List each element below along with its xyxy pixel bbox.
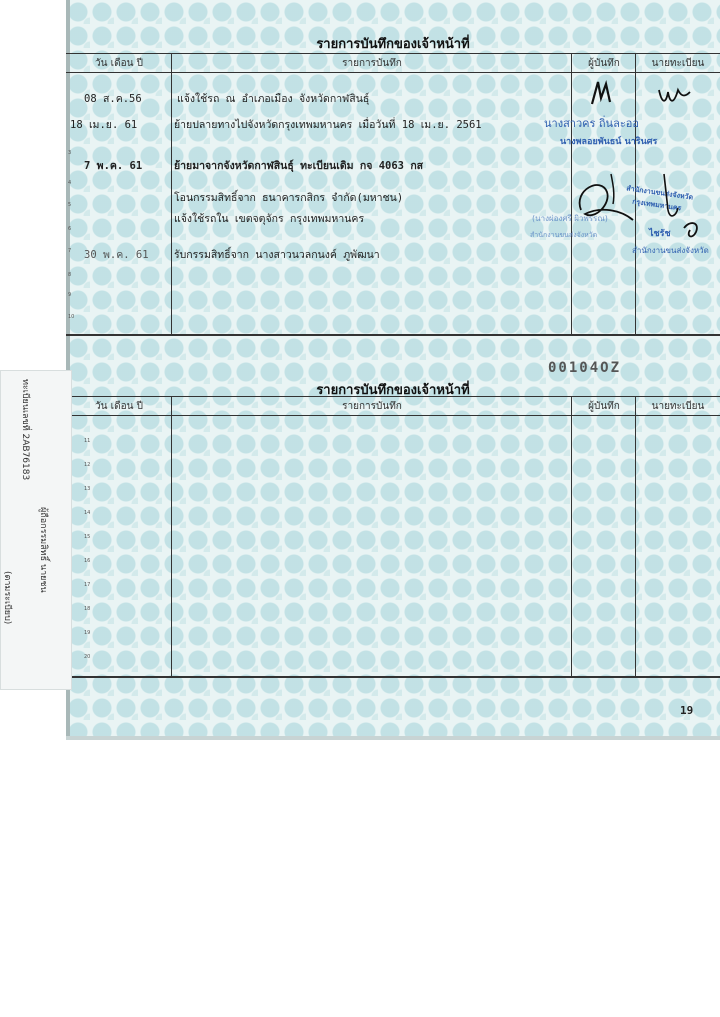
page-number-bottom: 19	[680, 704, 694, 717]
signature-recorder-2	[571, 170, 641, 230]
folded-slip	[0, 370, 72, 690]
row-number: 9	[68, 292, 72, 298]
entry-text: ย้ายมาจากจังหวัดกาฬสินธุ์ ทะเบียนเดิม กจ 4063 กส	[174, 160, 424, 172]
row-number: 6	[68, 226, 72, 232]
office-stamp: สำนักงานขนส่งจังหวัด	[530, 231, 598, 239]
record-form-bottom	[66, 376, 720, 678]
table-bottom-line	[66, 676, 720, 678]
entry-text: ย้ายปลายทางไปจังหวัดกรุงเทพมหานคร เมื่อวันที่ 18 เม.ย. 2561	[174, 119, 482, 131]
entry-date: 30 พ.ค. 61	[84, 249, 149, 261]
office-stamp: สำนักงานขนส่งจังหวัด	[625, 184, 694, 202]
signature-registrar-2	[656, 170, 706, 250]
entry-date: 18 เม.ย. 61	[70, 119, 138, 131]
header-recorder: ผู้บันทึก	[588, 401, 620, 412]
column-divider	[635, 396, 636, 678]
header-date: วัน เดือน ปี	[95, 401, 143, 412]
entry-date: 7 พ.ค. 61	[84, 160, 143, 172]
slip-text: (ตามระเบียบ)	[2, 571, 12, 625]
office-stamp: สำนักงานขนส่งจังหวัด	[632, 246, 709, 255]
slip-text: ผู้ถือกรรมสิทธิ์ นายชน	[38, 507, 48, 593]
header-registrar: นายทะเบียน	[651, 58, 705, 69]
slip-text: ทะเบียนเลขที่ 2AB76183	[20, 379, 30, 481]
row-number: 20	[84, 654, 91, 660]
row-number: 8	[68, 272, 72, 278]
row-number: 11	[84, 438, 91, 444]
header-record: รายการบันทึก	[342, 58, 402, 69]
record-form-top	[66, 30, 720, 335]
table-header-top	[66, 53, 720, 73]
header-date: วัน เดือน ปี	[95, 58, 143, 69]
row-number: 17	[84, 582, 91, 588]
table-header-bottom	[66, 396, 720, 416]
row-number: 16	[84, 558, 91, 564]
row-number: 4	[68, 180, 72, 186]
sheet-edge	[66, 736, 720, 740]
header-registrar: นายทะเบียน	[651, 401, 705, 412]
form-title-top: รายการบันทึกของเจ้าหน้าที่	[316, 37, 470, 52]
column-divider	[171, 396, 172, 678]
entry-date: 08 ส.ค.56	[84, 93, 142, 105]
form-title-bottom: รายการบันทึกของเจ้าหน้าที่	[316, 383, 470, 398]
recorder-stamp: นางพลอยพันธน์ นารินศร	[560, 137, 658, 147]
row-number: 15	[84, 534, 91, 540]
row-number: 13	[84, 486, 91, 492]
entry-text: แจ้งใช้รถใน เขตจตุจักร กรุงเทพมหานคร	[174, 213, 365, 225]
header-recorder: ผู้บันทึก	[588, 58, 620, 69]
row-number: 7	[68, 248, 72, 254]
recorder-stamp: นางสาวคร ถิ่นละออ	[544, 117, 639, 130]
row-number: 10	[68, 314, 75, 320]
signature-registrar-1	[656, 84, 692, 108]
row-number: 18	[84, 606, 91, 612]
header-record: รายการบันทึก	[342, 401, 402, 412]
office-stamp: กรุงเทพมหานคร	[631, 197, 682, 213]
row-number: 14	[84, 510, 91, 516]
serial-number: 00104OZ	[548, 360, 622, 376]
officer-stamp: (นางผ่องศรี ผิวพรรณ)	[532, 214, 608, 223]
row-number: 5	[68, 202, 72, 208]
registrar-stamp: ไชรัช	[649, 229, 671, 239]
signature-recorder-1	[588, 78, 616, 108]
column-divider	[171, 53, 172, 335]
row-number: 19	[84, 630, 91, 636]
entry-text: แจ้งใช้รถ ณ อำเภอเมือง จังหวัดกาฬสินธุ์	[177, 93, 370, 105]
row-number: 3	[68, 150, 72, 156]
entry-text: โอนกรรมสิทธิ์จาก ธนาคารกสิกร จำกัด(มหาชน)	[174, 192, 404, 204]
table-bottom-line	[66, 334, 720, 336]
entry-text: รับกรรมสิทธิ์จาก นางสาวนวลกนงค์ ภูพัฒนา	[174, 249, 380, 261]
row-number: 12	[84, 462, 91, 468]
column-divider	[571, 396, 572, 678]
